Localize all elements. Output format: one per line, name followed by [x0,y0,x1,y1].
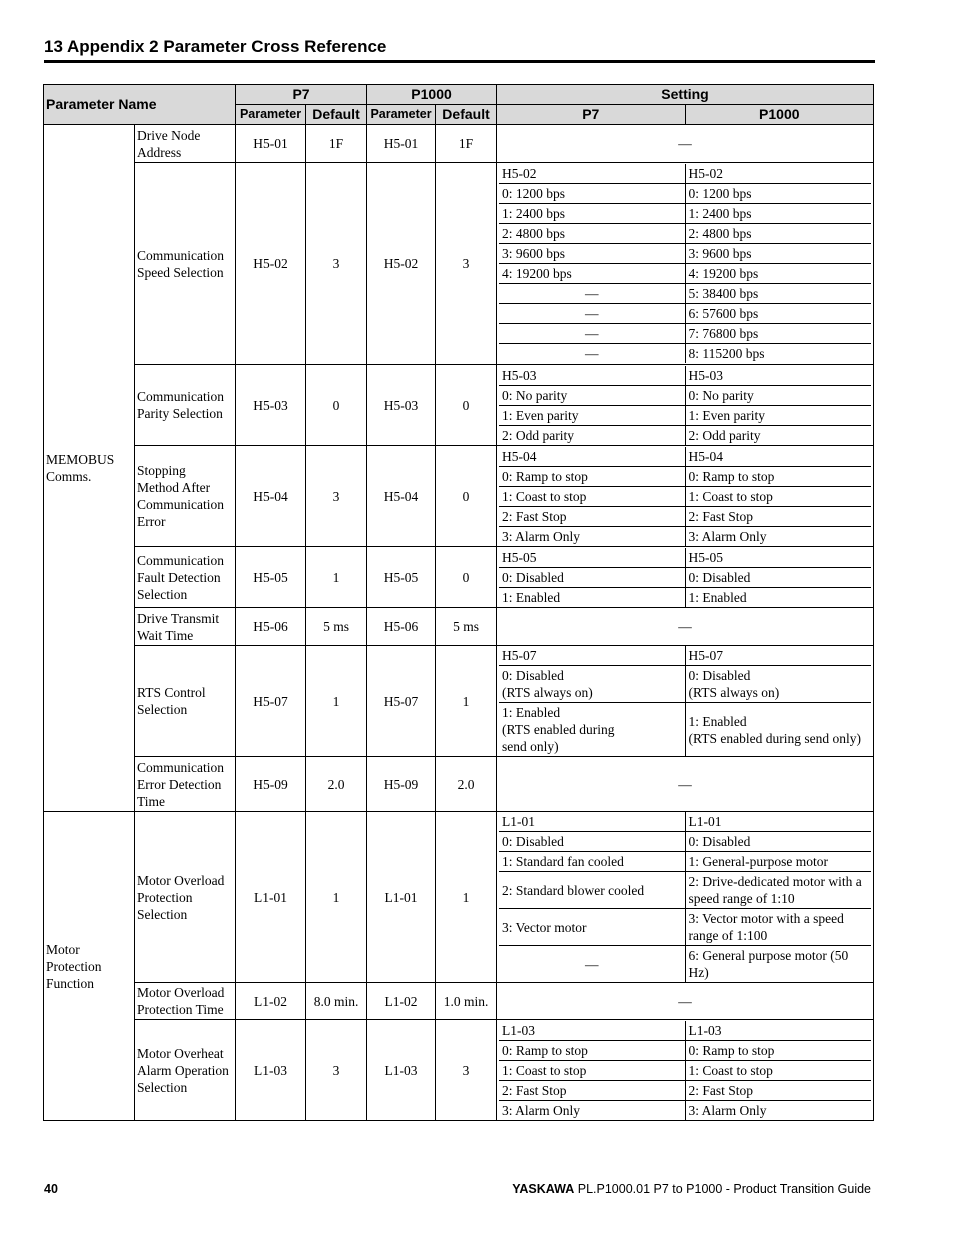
setting-cell [497,446,874,547]
parameter-name: Communication Speed Selection [135,163,236,365]
table-row [44,646,874,757]
setting-table [499,1021,871,1120]
setting-row [499,224,871,244]
setting-p7: 2: 4800 bps [499,224,685,244]
setting-p1000: 4: 19200 bps [685,264,871,284]
table-row [44,446,874,547]
setting-none: — [497,757,874,812]
p7-def-cell: 1 [306,646,367,757]
setting-cell [497,163,874,365]
setting-p7: 3: Alarm Only [499,526,685,546]
p1000-param-cell: H5-02 [367,163,436,365]
setting-p1000: 0: Disabled [685,832,871,852]
setting-p7: 2: Odd parity [499,425,685,445]
p1000-param-cell: L1-03 [367,1020,436,1121]
p7-param-cell: H5-09 [236,757,306,812]
setting-p1000: 3: Alarm Only [688,1102,767,1118]
setting-row [499,703,871,757]
p7-param-cell: L1-02 [236,983,306,1020]
setting-table [499,646,871,756]
setting-p1000: 1: Even parity [685,405,871,425]
page-number: 40 [44,1182,58,1196]
setting-row [499,646,871,666]
footer-guide [512,1182,871,1196]
header-p7-parameter: Parameter [236,105,306,125]
setting-p1000: 0: Disabled (RTS always on) [685,666,871,703]
p7-param-cell: H5-06 [236,608,306,646]
setting-p1000: 0: Ramp to stop [685,1040,871,1060]
setting-p7: H5-04 [499,447,685,467]
setting-p7: 3: 9600 bps [499,244,685,264]
parameter-name: RTS Control Selection [135,646,236,757]
header-setting-split [497,105,874,125]
setting-p7: 2: Fast Stop [499,1080,685,1100]
setting-row [499,567,871,587]
header-p7: P7 [236,85,367,105]
setting-p7: 0: Disabled [499,567,685,587]
parameter-name: Motor Overheat Alarm Operation Selection [135,1020,236,1121]
setting-row [499,385,871,405]
footer-brand: YASKAWA [512,1182,575,1196]
header-p1000: P1000 [367,85,497,105]
setting-row [499,284,871,304]
setting-p1000: H5-04 [685,447,871,467]
setting-row [499,366,871,386]
group-name: MEMOBUS Comms. [44,125,135,812]
parameter-name: Motor Overload Protection Selection [135,812,236,983]
setting-row [499,812,871,832]
p1000-param-cell: H5-03 [367,365,436,446]
setting-p7: — [499,284,685,304]
setting-p1000: 1: Coast to stop [685,1060,871,1080]
setting-table [499,548,871,607]
p1000-param-cell: L1-01 [367,812,436,983]
p1000-def-cell: 1F [436,125,497,163]
header-p7-default: Default [306,105,367,125]
p1000-def-cell: 1.0 min. [436,983,497,1020]
setting-row [499,164,871,184]
setting-p7: — [499,324,685,344]
setting-p7: 0: Disabled (RTS always on) [499,666,685,703]
setting-p1000: H5-03 [685,366,871,386]
setting-p7: H5-05 [499,548,685,568]
parameter-name: Stopping Method After Communication Error [135,446,236,547]
setting-p1000: 1: General-purpose motor [685,852,871,872]
setting-row [499,1100,871,1120]
group-name: Motor Protection Function [44,812,135,1121]
p1000-def-cell: 0 [436,547,497,608]
setting-p7: 1: 2400 bps [499,204,685,224]
setting-row [499,324,871,344]
p7-def-cell: 5 ms [306,608,367,646]
setting-p1000: 2: 4800 bps [685,224,871,244]
setting-p7: 4: 19200 bps [499,264,685,284]
setting-p7: — [499,344,685,364]
p7-def-cell: 3 [306,163,367,365]
setting-cell [497,1020,874,1121]
parameter-name: Communication Parity Selection [135,365,236,446]
p1000-def-cell: 1 [436,812,497,983]
setting-p7: — [499,304,685,324]
setting-p7: 2: Fast Stop [499,506,685,526]
setting-p7: 2: Standard blower cooled [499,872,685,909]
setting-none: — [497,983,874,1020]
p7-def-cell: 3 [306,446,367,547]
setting-table [499,447,871,546]
setting-row [499,1060,871,1080]
setting-p1000: 8: 115200 bps [688,346,765,361]
setting-p1000: 3: Alarm Only [688,528,767,544]
p7-def-cell: 3 [306,1020,367,1121]
p1000-param-cell: H5-09 [367,757,436,812]
p7-param-cell: L1-01 [236,812,306,983]
p1000-param-cell: H5-06 [367,608,436,646]
setting-row [499,344,871,364]
setting-p1000: 0: No parity [685,385,871,405]
setting-table [499,164,871,363]
setting-row [499,946,871,983]
setting-p7: 0: Ramp to stop [499,1040,685,1060]
footer-guide-title: PL.P1000.01 P7 to P1000 - Product Transition Guide [574,1182,871,1196]
setting-row [499,425,871,445]
setting-row [499,506,871,526]
setting-p1000: 3: 9600 bps [685,244,871,264]
setting-table [499,366,871,445]
p7-def-cell: 2.0 [306,757,367,812]
setting-row [499,832,871,852]
table-row [44,365,874,446]
setting-p1000: 6: General purpose motor (50 Hz) [688,948,849,980]
table-row [44,125,874,163]
setting-cell [497,365,874,446]
setting-p7: H5-02 [499,164,685,184]
parameter-name: Drive Transmit Wait Time [135,608,236,646]
setting-p1000: 0: Disabled [685,567,871,587]
setting-row [499,587,871,607]
table-row [44,547,874,608]
p1000-param-cell: H5-01 [367,125,436,163]
header-p1000-default: Default [436,105,497,125]
setting-p1000: 2: Fast Stop [685,1080,871,1100]
table-row [44,757,874,812]
setting-p1000: H5-05 [685,548,871,568]
setting-p1000: L1-03 [685,1021,871,1041]
setting-p7: 0: Ramp to stop [499,466,685,486]
setting-row [499,852,871,872]
p7-param-cell: L1-03 [236,1020,306,1121]
header-setting-p7: P7 [497,105,685,124]
setting-p7: — [499,946,685,983]
p7-def-cell: 1 [306,812,367,983]
setting-p1000: L1-01 [685,812,871,832]
p7-def-cell: 1 [306,547,367,608]
setting-p7: 0: No parity [499,385,685,405]
p1000-def-cell: 5 ms [436,608,497,646]
header-parameter-name: Parameter Name [44,85,236,125]
p7-param-cell: H5-02 [236,163,306,365]
setting-row [499,486,871,506]
header-setting: Setting [497,85,874,105]
setting-p1000: H5-07 [685,646,871,666]
setting-none: — [497,608,874,646]
setting-p1000: 3: Vector motor with a speed range of 1:100 [685,909,871,946]
setting-p1000: 2: Drive-dedicated motor with a speed range of 1:10 [685,872,871,909]
p1000-def-cell: 1 [436,646,497,757]
header-rule [44,60,875,63]
setting-p1000: 1: Enabled [688,589,747,605]
setting-p7: 1: Coast to stop [499,486,685,506]
header-p1000-parameter: Parameter [367,105,436,125]
table-row [44,163,874,365]
setting-p1000: 5: 38400 bps [685,284,871,304]
setting-p7: 0: Disabled [499,832,685,852]
setting-row [499,204,871,224]
setting-p1000: 2: Odd parity [688,427,761,443]
p1000-param-cell: L1-02 [367,983,436,1020]
setting-row [499,1021,871,1041]
setting-row [499,1080,871,1100]
setting-row [499,304,871,324]
parameter-name: Drive Node Address [135,125,236,163]
setting-row [499,666,871,703]
table-row [44,983,874,1020]
setting-row [499,1040,871,1060]
setting-p7: 1: Even parity [499,405,685,425]
setting-cell [497,812,874,983]
header-setting-p1000: P1000 [759,106,800,122]
setting-p1000: 6: 57600 bps [685,304,871,324]
setting-p1000: H5-02 [685,164,871,184]
table-row [44,1020,874,1121]
parameter-name: Communication Error Detection Time [135,757,236,812]
table-row [44,608,874,646]
setting-row [499,447,871,467]
p1000-param-cell: H5-07 [367,646,436,757]
p1000-param-cell: H5-04 [367,446,436,547]
setting-row [499,405,871,425]
setting-p7: 1: Coast to stop [499,1060,685,1080]
setting-row [499,909,871,946]
setting-row [499,264,871,284]
p1000-def-cell: 0 [436,365,497,446]
parameter-name: Motor Overload Protection Time [135,983,236,1020]
setting-p1000: 7: 76800 bps [685,324,871,344]
p7-param-cell: H5-07 [236,646,306,757]
setting-p1000: 0: Ramp to stop [685,466,871,486]
setting-cell [497,547,874,608]
setting-p7: H5-03 [499,366,685,386]
p7-param-cell: H5-03 [236,365,306,446]
setting-p7: 0: 1200 bps [499,184,685,204]
p7-def-cell: 0 [306,365,367,446]
setting-p7: 3: Vector motor [499,909,685,946]
setting-p7: H5-07 [499,646,685,666]
p1000-def-cell: 3 [436,163,497,365]
p7-def-cell: 1F [306,125,367,163]
setting-p1000: 2: Fast Stop [685,506,871,526]
p1000-param-cell: H5-05 [367,547,436,608]
p1000-def-cell: 2.0 [436,757,497,812]
page-header: 13 Appendix 2 Parameter Cross Reference [44,37,387,56]
p7-param-cell: H5-04 [236,446,306,547]
setting-row [499,466,871,486]
p7-param-cell: H5-01 [236,125,306,163]
setting-row [499,872,871,909]
setting-none: — [497,125,874,163]
setting-p7: 3: Alarm Only [499,1100,685,1120]
setting-p7: 1: Standard fan cooled [499,852,685,872]
setting-row [499,548,871,568]
parameter-table [43,84,874,1121]
setting-row [499,526,871,546]
setting-row [499,244,871,264]
setting-p1000: 0: 1200 bps [685,184,871,204]
setting-cell [497,646,874,757]
p1000-def-cell: 3 [436,1020,497,1121]
setting-p7: 1: Enabled (RTS enabled during send only) [499,703,685,757]
setting-row [499,184,871,204]
parameter-name: Communication Fault Detection Selection [135,547,236,608]
p1000-def-cell: 0 [436,446,497,547]
setting-p7: L1-01 [499,812,685,832]
setting-p7: 1: Enabled [499,587,685,607]
setting-p1000: 1: Coast to stop [685,486,871,506]
setting-p7: L1-03 [499,1021,685,1041]
setting-p1000: 1: 2400 bps [685,204,871,224]
p7-param-cell: H5-05 [236,547,306,608]
p7-def-cell: 8.0 min. [306,983,367,1020]
table-row [44,812,874,983]
setting-p1000: 1: Enabled (RTS enabled during send only) [688,713,861,746]
setting-table [499,812,871,982]
